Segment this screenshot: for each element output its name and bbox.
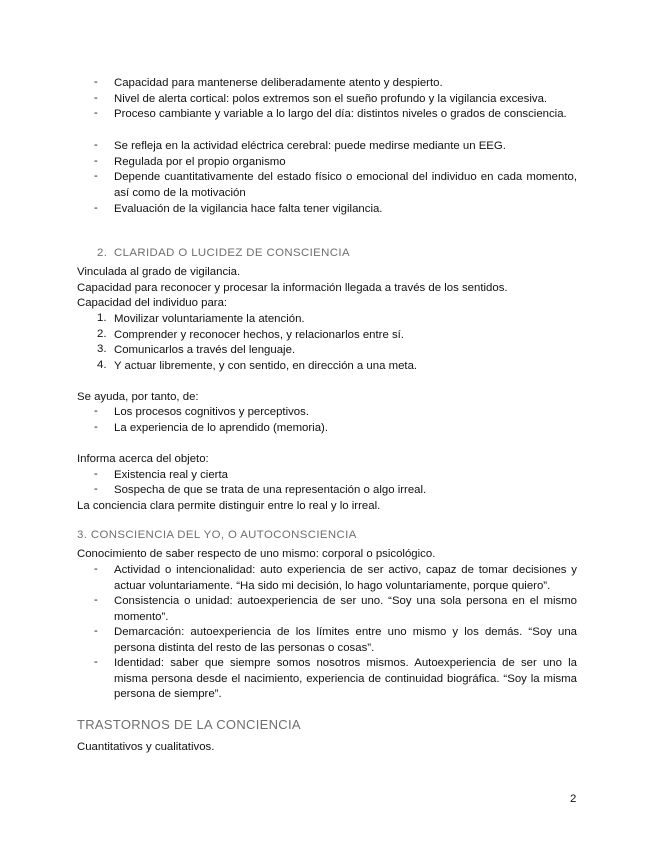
section-heading: CLARIDAD O LUCIDEZ DE CONSCIENCIA: [114, 247, 350, 259]
bullet-text: Nivel de alerta cortical: polos extremos son el sueño profundo y la vigilancia excesiva.: [114, 93, 548, 105]
bullet-text: Proceso cambiante y variable a lo largo del día: distintos niveles o grados de consciencia.: [114, 108, 567, 120]
bullet-mark: -: [94, 92, 98, 104]
paragraph: Cuantitativos y cualitativos.: [77, 741, 215, 753]
bullet-text: Los procesos cognitivos y perceptivos.: [114, 406, 310, 418]
bullet-mark: -: [94, 563, 98, 575]
paragraph: Vinculada al grado de vigilancia.: [77, 266, 241, 278]
bullet-text: Capacidad para mantenerse deliberadamente atento y despierto.: [114, 77, 443, 89]
section-heading: 3. CONSCIENCIA DEL YO, O AUTOCONSCIENCIA: [77, 529, 357, 541]
bullet-mark: -: [94, 202, 98, 214]
bullet-text: Demarcación: autoexperiencia de los límites entre uno mismo y los demás. “Soy una persona distinta del resto de las personas o cosas”.: [114, 626, 577, 654]
bullet-mark: -: [94, 468, 98, 480]
item-number: 3.: [97, 343, 107, 355]
bullet-mark: -: [94, 656, 98, 668]
bullet-text: Consistencia o unidad: autoexperiencia de ser uno. “Soy una sola persona en el mismo momento”.: [114, 595, 577, 623]
bullet-text: Evaluación de la vigilancia hace falta tener vigilancia.: [114, 203, 383, 215]
bullet-text: Regulada por el propio organismo: [114, 156, 286, 168]
item-number: 1.: [97, 312, 107, 324]
bullet-text: Existencia real y cierta: [114, 469, 228, 481]
section-heading: TRASTORNOS DE LA CONCIENCIA: [77, 717, 301, 732]
paragraph: Informa acerca del objeto:: [77, 453, 209, 465]
bullet-text: Depende cuantitativamente del estado físico o emocional del individuo en cada momento, así como de la motivación: [114, 171, 577, 199]
bullet-mark: -: [94, 155, 98, 167]
bullet-mark: -: [94, 76, 98, 88]
bullet-mark: -: [94, 405, 98, 417]
item-text: Movilizar voluntariamente la atención.: [114, 313, 305, 325]
bullet-mark: -: [94, 139, 98, 151]
bullet-text: La experiencia de lo aprendido (memoria).: [114, 422, 329, 434]
item-number: 4.: [97, 359, 107, 371]
bullet-mark: -: [94, 594, 98, 606]
bullet-text: Sospecha de que se trata de una representación o algo irreal.: [114, 484, 427, 496]
paragraph: Conocimiento de saber respecto de uno mismo: corporal o psicológico.: [77, 548, 436, 560]
item-text: Comprender y reconocer hechos, y relacionarlos entre sí.: [114, 329, 404, 341]
paragraph: Se ayuda, por tanto, de:: [77, 391, 199, 403]
paragraph: Capacidad del individuo para:: [77, 297, 228, 309]
bullet-text: Identidad: saber que siempre somos nosotros mismos. Autoexperiencia de ser uno la misma persona desde el nacimiento, experiencia de continuidad biográfica. “Soy la misma persona de siempre”.: [114, 657, 577, 701]
bullet-mark: -: [94, 170, 98, 182]
page-number: 2: [570, 793, 577, 805]
bullet-text: Se refleja en la actividad eléctrica cerebral: puede medirse mediante un EEG.: [114, 140, 506, 152]
bullet-mark: -: [94, 483, 98, 495]
paragraph: Capacidad para reconocer y procesar la información llegada a través de los sentidos.: [77, 282, 508, 294]
section-number: 2.: [97, 247, 108, 259]
bullet-mark: -: [94, 421, 98, 433]
item-text: Comunicarlos a través del lenguaje.: [114, 344, 296, 356]
bullet-mark: -: [94, 107, 98, 119]
item-text: Y actuar libremente, y con sentido, en dirección a una meta.: [114, 360, 418, 372]
bullet-text: Actividad o intencionalidad: auto experiencia de ser activo, capaz de tomar decisiones y actuar voluntariamente. “Ha sido mi decisión, lo hago voluntariamente, porque quiero”.: [114, 564, 577, 592]
item-number: 2.: [97, 328, 107, 340]
paragraph: La conciencia clara permite distinguir entre lo real y lo irreal.: [77, 500, 381, 512]
bullet-mark: -: [94, 625, 98, 637]
